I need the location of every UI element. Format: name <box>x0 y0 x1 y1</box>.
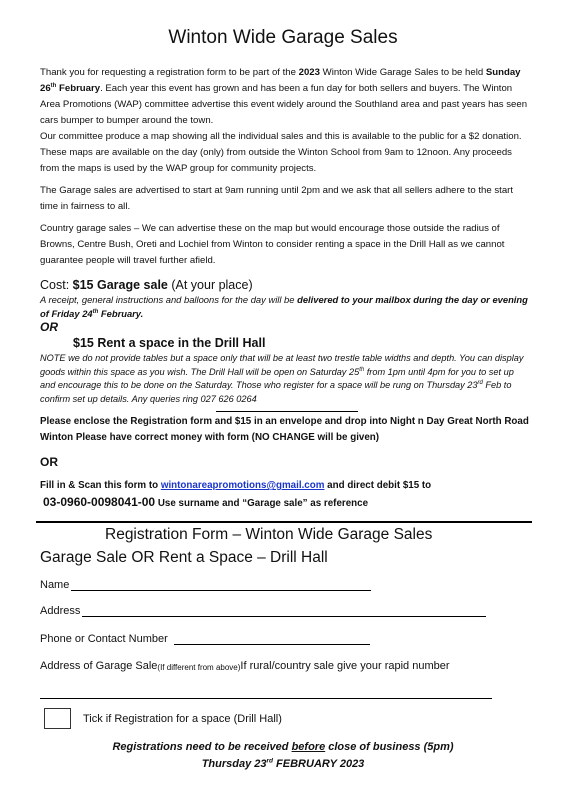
cost-option-drill-hall: $15 Rent a space in the Drill Hall <box>73 336 266 350</box>
cost-option-note: (At your place) <box>167 278 253 292</box>
deadline-line-2 <box>0 758 566 770</box>
cost-option-garage-sale: $15 Garage sale <box>72 278 168 292</box>
receipt-text-b: delivered to your mailbox during the day or evening of Friday 24 <box>40 294 528 319</box>
intro-date-sup: th <box>50 82 57 89</box>
note-sup-1: th <box>359 366 365 373</box>
note-text-a: NOTE we do not provide tables but a space only that will be at least two trestle table widths and depth. You can display goods within this space as you wish. The Drill Hall will be open on Saturday 25 <box>40 353 524 377</box>
cost-label: Cost: <box>40 278 73 292</box>
deadline-text-a: Registrations need to be received <box>112 741 292 753</box>
address-field[interactable] <box>40 605 486 617</box>
intro-text-a: Thank you for requesting a registration form to be part of the <box>40 67 299 78</box>
scan-text-c: Use surname and “Garage sale” as reference <box>155 498 369 509</box>
address-label: Address <box>40 605 81 617</box>
intro-paragraph <box>40 65 530 129</box>
note-sup-2: rd <box>477 379 483 386</box>
enclose-instructions: Please enclose the Registration form and $15 in an envelope and drop into Night n Day Great North Road Winton Please have correct money with form (NO CHANGE will be given) <box>40 416 529 443</box>
receipt-text-a: A receipt, general instructions and balloons for the day will be <box>40 294 298 305</box>
scan-text-b: and direct debit $15 to <box>324 480 432 491</box>
scan-instructions <box>40 477 530 512</box>
drill-hall-checkbox[interactable] <box>44 708 71 729</box>
name-line[interactable] <box>71 580 371 591</box>
name-field[interactable] <box>40 579 371 591</box>
map-paragraph: Our committee produce a map showing all the individual sales and this is available to the public for a $2 donation. These maps are available on the day (only) from outside the Winton School from 9am to 12noon. Any proceeds from the maps is used by the WAP group for community projects. <box>40 131 522 174</box>
intro-text-b: Winton Wide Garage Sales to be held <box>319 67 486 78</box>
sale-address-note: (If different from above) <box>157 663 241 672</box>
scan-text-a: Fill in & Scan this form to <box>40 480 161 491</box>
intro-text-c: . Each year this event has grown and has been a fun day for both sellers and buyers. The Winton Area Promotions (WAP) committee advertise this event widely around the Southland area and past years has seen cars bumper to bumper around the town. <box>40 83 528 126</box>
deadline-before: before <box>291 741 326 753</box>
divider-short <box>216 411 358 412</box>
phone-line[interactable] <box>174 634 370 645</box>
page-title: Winton Wide Garage Sales <box>168 27 398 48</box>
receipt-note <box>40 293 528 320</box>
deadline-text-b: close of business (5pm) <box>325 741 454 753</box>
note-text-c: Feb to confirm set up details. Any queries ring 027 626 0264 <box>40 380 512 404</box>
sale-address-field <box>40 660 450 672</box>
country-paragraph: Country garage sales – We can advertise these on the map but would encourage those outside the radius of Browns, Centre Bush, Oreti and Lochiel from Winton to consider renting a space in the Drill Hall as we cannot guarantee people will travel further afield. <box>40 223 505 266</box>
phone-label: Phone or Contact Number <box>40 633 168 645</box>
name-label: Name <box>40 579 70 591</box>
deadline-date: Thursday 23 <box>201 758 267 770</box>
sale-address-label: Address of Garage Sale <box>40 660 158 672</box>
drill-hall-checkbox-label: Tick if Registration for a space (Drill Hall) <box>83 713 282 725</box>
drill-hall-note <box>40 352 528 406</box>
deadline-sup: rd <box>266 757 273 765</box>
bank-account-number: 03-0960-0098041-00 <box>43 495 156 509</box>
or-label-2: OR <box>40 455 58 469</box>
deadline-month: FEBRUARY 2023 <box>273 758 365 770</box>
email-link[interactable]: wintonareapromotions@gmail.com <box>160 480 325 491</box>
receipt-sup: th <box>92 308 99 315</box>
receipt-text-c: February. <box>98 307 144 319</box>
form-subtitle: Garage Sale OR Rent a Space – Drill Hall <box>40 549 328 566</box>
form-title: Registration Form – Winton Wide Garage Sales <box>105 526 433 543</box>
or-label: OR <box>40 320 58 334</box>
intro-year: 2023 <box>298 67 320 78</box>
address-line[interactable] <box>82 606 486 617</box>
sale-address-line[interactable] <box>40 698 492 699</box>
note-text-b: from 1pm until 4pm for you to set up and encourage this to be done on the Saturday. Those who register for a space will be rung on Thursday 23 <box>40 366 514 390</box>
phone-field[interactable] <box>40 633 370 645</box>
form-separator <box>36 521 532 523</box>
intro-date-text: Sunday 26 <box>40 67 521 94</box>
times-paragraph: The Garage sales are advertised to start at 9am running until 2pm and we ask that all sellers adhere to the start time in fairness to all. <box>40 185 514 212</box>
intro-date-end: February <box>56 83 101 94</box>
cost-line <box>40 278 253 292</box>
deadline-line-1 <box>0 741 566 753</box>
sale-address-rural: If rural/country sale give your rapid number <box>240 660 450 672</box>
